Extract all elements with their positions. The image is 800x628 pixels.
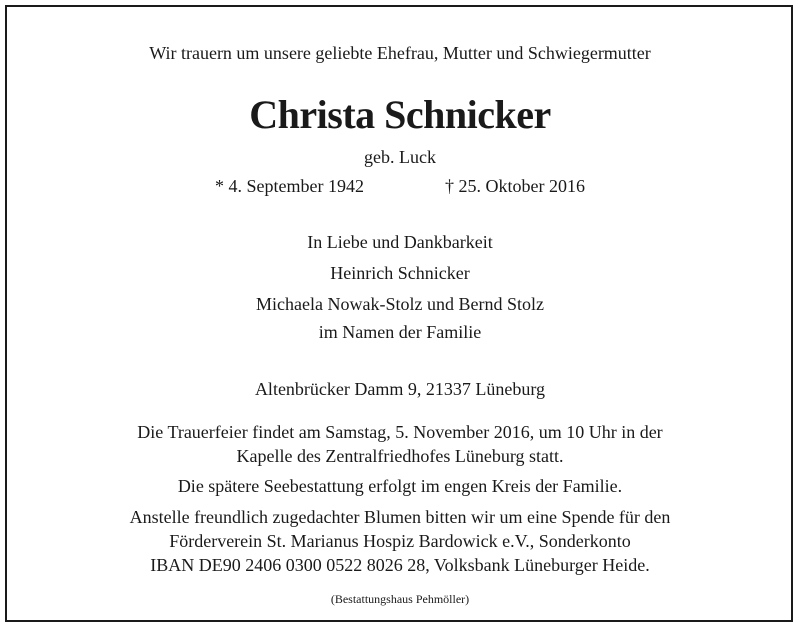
mourner-line: im Namen der Familie	[318, 322, 482, 342]
burial-info: Die spätere Seebestattung erfolgt im engen Kreis der Familie.	[177, 476, 623, 496]
mourner-line: In Liebe und Dankbarkeit	[307, 232, 493, 252]
mourner-line: Michaela Nowak-Stolz und Bernd Stolz	[256, 294, 544, 314]
address: Altenbrücker Damm 9, 21337 Lüneburg	[254, 379, 546, 399]
maiden-name: geb. Luck	[364, 147, 436, 167]
donation-line: Förderverein St. Marianus Hospiz Bardowick e.V., Sonderkonto	[169, 531, 631, 551]
donation-line: IBAN DE90 2406 0300 0522 8026 28, Volksbank Lüneburger Heide.	[150, 555, 650, 575]
funeral-home-credit: (Bestattungshaus Pehmöller)	[330, 592, 470, 606]
deceased-name: Christa Schnicker	[249, 92, 551, 137]
donation-line: Anstelle freundlich zugedachter Blumen bitten wir um eine Spende für den	[129, 507, 671, 527]
intro-text: Wir trauern um unsere geliebte Ehefrau, Mutter und Schwiegermutter	[149, 43, 651, 63]
funeral-info-line: Die Trauerfeier findet am Samstag, 5. November 2016, um 10 Uhr in der	[137, 422, 663, 442]
funeral-info-line: Kapelle des Zentralfriedhofes Lüneburg statt.	[236, 446, 564, 466]
death-date: † 25. Oktober 2016	[445, 176, 585, 196]
mourner-line: Heinrich Schnicker	[330, 263, 470, 283]
birth-date: * 4. September 1942	[215, 176, 364, 196]
